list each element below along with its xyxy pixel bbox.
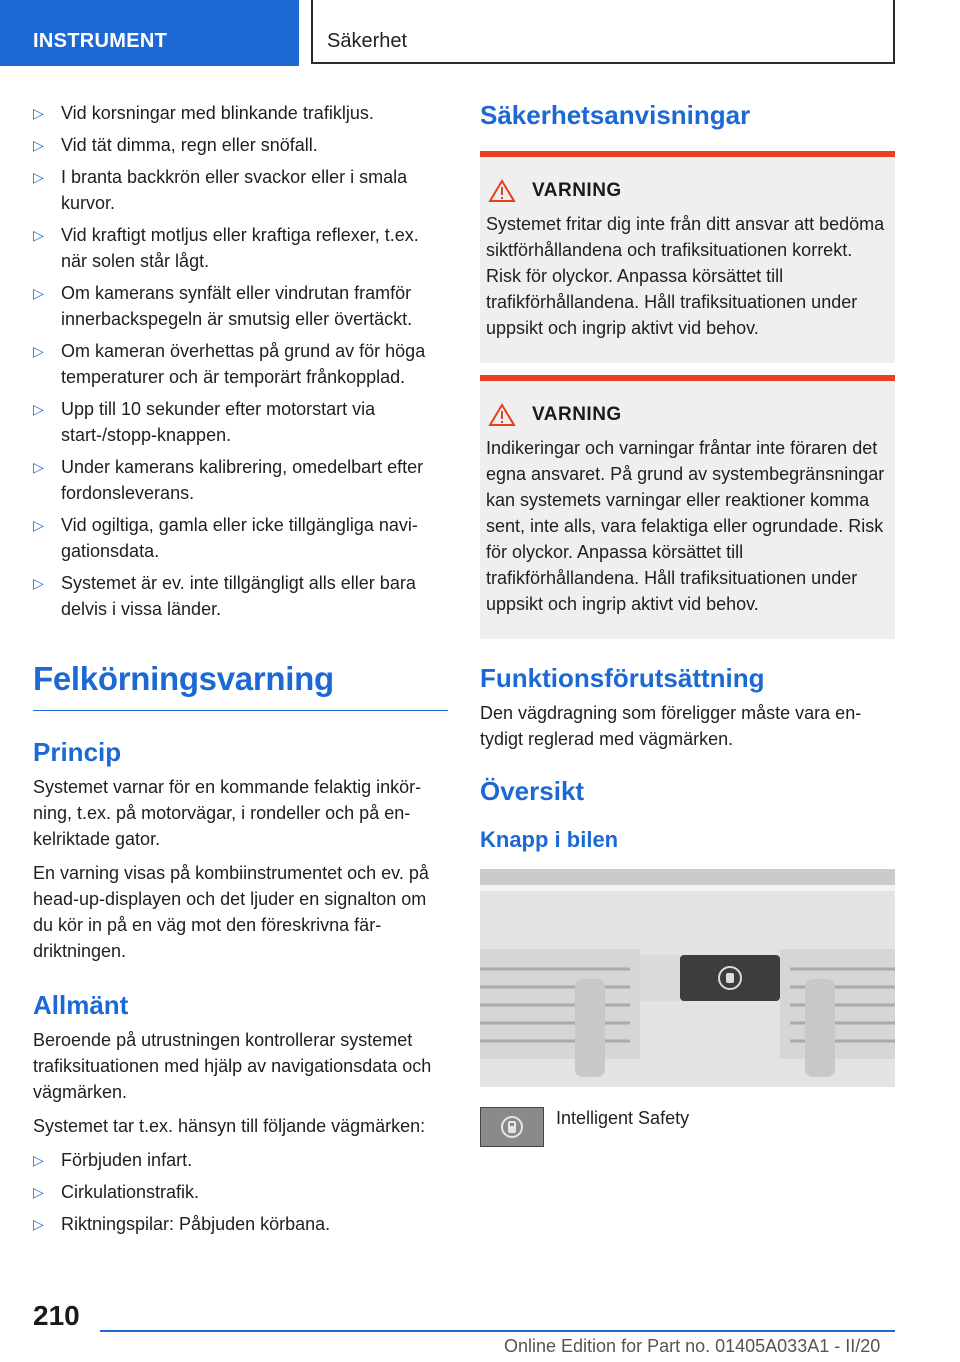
warning-text: Indikeringar och varningar fråntar inte föraren det egna ansvaret. På grund av systembegränsningar kan systemets varningar eller reaktioner komma sent, inte alls, vara felaktiga eller ogrundade. Risk för olyckor. Anpassa körsättet till trafikförhållandena. Håll trafiksituationen under uppsikt och ingrip aktivt vid behov. (486, 438, 885, 614)
triangle-bullet-icon: ▷ (33, 1184, 44, 1200)
triangle-bullet-icon: ▷ (33, 401, 44, 417)
legend-row (480, 1107, 895, 1147)
triangle-bullet-icon: ▷ (33, 517, 44, 533)
warning-title: VARNING (532, 180, 622, 201)
allmant-paragraph-1: Beroende på utrustningen kontrollerar systemet trafiksituationen med hjälp av navigationsdata och vägmärken. (33, 1030, 432, 1102)
page-header (0, 0, 960, 66)
triangle-bullet-icon: ▷ (33, 575, 44, 591)
list-item: ▷ Vid tät dimma, regn eller snöfall. (33, 132, 448, 158)
safety-heading: Säkerhetsanvisningar (480, 100, 751, 130)
list-item: ▷ Om kameran överhettas på grund av för höga temperaturer och är temporärt frånkopplad. (33, 338, 448, 390)
list-item: ▷ Vid korsningar med blinkande trafikljus. (33, 100, 448, 126)
triangle-bullet-icon: ▷ (33, 105, 44, 121)
list-item: ▷ Under kamerans kalibrering, omedelbart efter fordonsleverans. (33, 454, 448, 506)
triangle-bullet-icon: ▷ (33, 343, 44, 359)
intelligent-safety-button-icon (480, 1107, 544, 1147)
legend-label: Intelligent Safety (556, 1108, 690, 1128)
list-item: ▷ Cirkulationstrafik. (33, 1179, 448, 1205)
funktion-heading: Funktionsförutsättning (480, 663, 765, 693)
allmant-heading: Allmänt (33, 990, 129, 1020)
funktion-text: Den vägdragning som föreligger måste vara entydigt reglerad med vägmärken. (480, 703, 862, 749)
list-item: ▷ Systemet är ev. inte tillgängligt alls eller bara delvis i vissa länder. (33, 570, 448, 622)
list-item: ▷ I branta backkrön eller svackor eller i smala kurvor. (33, 164, 448, 216)
section-tab: INSTRUMENT (0, 0, 299, 66)
triangle-bullet-icon: ▷ (33, 1216, 44, 1232)
warning-triangle-icon (488, 179, 516, 203)
list-item: ▷ Om kamerans synfält eller vindrutan framför innerbackspegeln är smutsig eller övertäckt. (33, 280, 448, 332)
triangle-bullet-icon: ▷ (33, 137, 44, 153)
limitations-list (33, 100, 448, 622)
list-item: ▷ Vid ogiltiga, gamla eller icke tillgängliga navigationsdata. (33, 512, 448, 564)
right-column (480, 100, 895, 1147)
section-heading: Felkörningsvarning (33, 660, 448, 711)
road-sign-list (33, 1147, 448, 1237)
left-column (33, 100, 448, 1243)
page-number: 210 (33, 1300, 80, 1331)
oversikt-heading: Översikt (480, 776, 585, 806)
list-item: ▷ Riktningspilar: Påbjuden körbana. (33, 1211, 448, 1237)
triangle-bullet-icon: ▷ (33, 227, 44, 243)
warning-box (480, 151, 895, 363)
princip-heading: Princip (33, 737, 122, 767)
warning-triangle-icon (488, 403, 516, 427)
list-item: ▷ Förbjuden infart. (33, 1147, 448, 1173)
princip-paragraph-1: Systemet varnar för en kommande felaktig inkörning, t.ex. på motorvägar, i rondeller och på enkelriktade gator. (33, 777, 422, 849)
allmant-paragraph-2: Systemet tar t.ex. hänsyn till följande vägmärken: (33, 1116, 426, 1136)
princip-paragraph-2: En varning visas på kombiinstrumentet och ev. på head-up-displayen och det ljuder en signalton om du kör in på en väg mot den föreskrivna färdriktningen. (33, 863, 429, 961)
list-item: ▷ Upp till 10 sekunder efter motorstart via start-/stopp-knappen. (33, 396, 448, 448)
dashboard-photo (480, 869, 895, 1087)
chapter-title: Säkerhet (311, 0, 895, 64)
triangle-bullet-icon: ▷ (33, 459, 44, 475)
triangle-bullet-icon: ▷ (33, 285, 44, 301)
footer-edition: Online Edition for Part no. 01405A033A1 - II/20 (504, 1336, 881, 1356)
triangle-bullet-icon: ▷ (33, 1152, 44, 1168)
warning-text: Systemet fritar dig inte från ditt ansvar att bedöma siktförhållandena och trafiksituationen korrekt. Risk för olyckor. Anpassa körsättet till trafikförhållandena. Håll trafiksituationen under uppsikt och ingrip aktivt vid behov. (486, 214, 885, 338)
list-item: ▷ Vid kraftigt motljus eller kraftiga reflexer, t.ex. när solen står lågt. (33, 222, 448, 274)
warning-title: VARNING (532, 404, 622, 425)
triangle-bullet-icon: ▷ (33, 169, 44, 185)
warning-box (480, 375, 895, 639)
knapp-heading: Knapp i bilen (480, 827, 619, 852)
footer-divider (100, 1330, 895, 1332)
